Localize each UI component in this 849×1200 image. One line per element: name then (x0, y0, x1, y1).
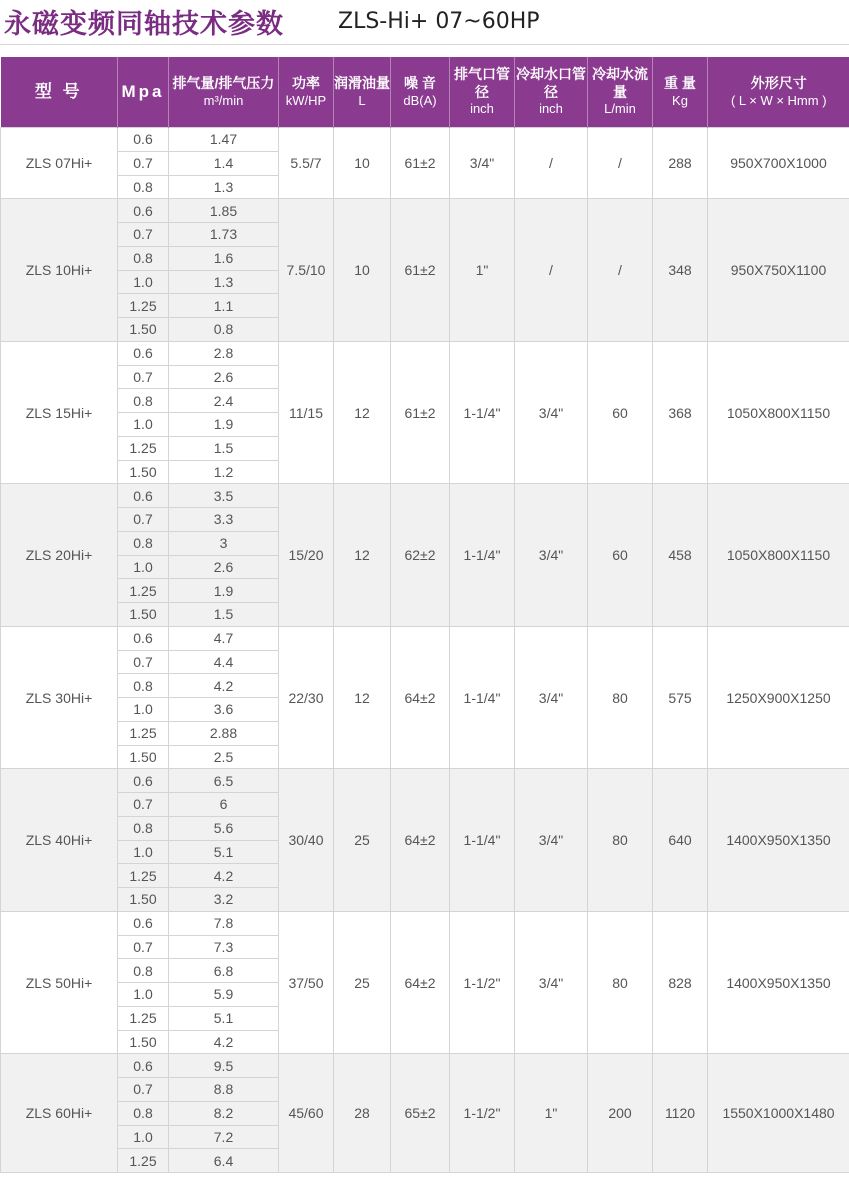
table-body (1, 128, 849, 1173)
column-header-flow (169, 57, 279, 128)
column-header-title: 冷却水流量 (592, 66, 648, 100)
air-flow-cell: 3 (169, 531, 279, 555)
air-flow-cell: 3.6 (169, 698, 279, 722)
air-flow-cell: 3.5 (169, 484, 279, 508)
outlet-cell: 1-1/2" (450, 911, 515, 1054)
pressure-cell: 0.8 (118, 674, 169, 698)
table-row (1, 626, 849, 650)
air-flow-cell: 8.2 (169, 1101, 279, 1125)
column-header-unit: ( L × W × Hmm ) (730, 92, 827, 108)
column-header-title: 冷却水口管径 (516, 66, 586, 100)
pressure-cell: 1.0 (118, 840, 169, 864)
pressure-cell: 1.50 (118, 603, 169, 627)
dimensions-cell: 1250X900X1250 (708, 626, 849, 769)
water-flow-cell: 60 (588, 484, 653, 627)
model-name-cell: ZLS 50Hi+ (1, 911, 118, 1054)
pressure-cell: 0.7 (118, 151, 169, 175)
oil-cell: 25 (334, 911, 391, 1054)
pressure-cell: 0.8 (118, 1101, 169, 1125)
air-flow-cell: 6 (169, 793, 279, 817)
pressure-cell: 1.0 (118, 555, 169, 579)
air-flow-cell: 2.6 (169, 365, 279, 389)
pressure-cell: 0.7 (118, 650, 169, 674)
air-flow-cell: 6.4 (169, 1149, 279, 1173)
pressure-cell: 1.0 (118, 413, 169, 437)
water-pipe-cell: 3/4" (515, 911, 588, 1054)
column-header-title: 排气量/排气压力 (172, 75, 275, 92)
water-pipe-cell: / (515, 128, 588, 199)
power-cell: 7.5/10 (279, 199, 334, 342)
page-title: 永磁变频同轴技术参数 (4, 9, 284, 40)
table-row (1, 769, 849, 793)
weight-cell: 1120 (653, 1054, 708, 1173)
pressure-cell: 0.7 (118, 793, 169, 817)
air-flow-cell: 1.4 (169, 151, 279, 175)
column-header-unit: kW/HP (285, 92, 327, 108)
air-flow-cell: 2.88 (169, 721, 279, 745)
table-row (1, 341, 849, 365)
pressure-cell: 0.8 (118, 389, 169, 413)
weight-cell: 640 (653, 769, 708, 912)
column-header-oil (334, 57, 391, 128)
oil-cell: 10 (334, 199, 391, 342)
air-flow-cell: 1.5 (169, 436, 279, 460)
outlet-cell: 1-1/4" (450, 769, 515, 912)
air-flow-cell: 1.2 (169, 460, 279, 484)
noise-cell: 61±2 (391, 128, 450, 199)
water-flow-cell: 80 (588, 769, 653, 912)
pressure-cell: 0.7 (118, 365, 169, 389)
pressure-cell: 0.8 (118, 959, 169, 983)
air-flow-cell: 0.8 (169, 318, 279, 342)
dimensions-cell: 1550X1000X1480 (708, 1054, 849, 1173)
power-cell: 22/30 (279, 626, 334, 769)
weight-cell: 575 (653, 626, 708, 769)
air-flow-cell: 5.9 (169, 983, 279, 1007)
air-flow-cell: 5.1 (169, 1006, 279, 1030)
oil-cell: 12 (334, 484, 391, 627)
air-flow-cell: 2.5 (169, 745, 279, 769)
pressure-cell: 1.50 (118, 745, 169, 769)
column-header-weight (653, 57, 708, 128)
pressure-cell: 1.25 (118, 436, 169, 460)
column-header-unit: m³/min (203, 92, 244, 108)
table-row (1, 199, 849, 223)
column-header-model (1, 57, 118, 128)
power-cell: 30/40 (279, 769, 334, 912)
pressure-cell: 0.6 (118, 1054, 169, 1078)
column-header-title: 排气口管径 (454, 66, 510, 100)
air-flow-cell: 1.85 (169, 199, 279, 223)
air-flow-cell: 5.1 (169, 840, 279, 864)
page-subtitle: ZLS-Hi+ 07~60HP (338, 9, 540, 34)
air-flow-cell: 1.3 (169, 270, 279, 294)
water-flow-cell: 80 (588, 911, 653, 1054)
outlet-cell: 1" (450, 199, 515, 342)
pressure-cell: 0.6 (118, 626, 169, 650)
water-pipe-cell: 3/4" (515, 341, 588, 484)
model-name-cell: ZLS 10Hi+ (1, 199, 118, 342)
pressure-cell: 0.8 (118, 816, 169, 840)
table-row (1, 1054, 849, 1078)
column-header-water_pipe (515, 57, 588, 128)
column-header-title: 重 量 (664, 75, 696, 92)
pressure-cell: 1.25 (118, 1006, 169, 1030)
air-flow-cell: 4.4 (169, 650, 279, 674)
column-header-title: 噪 音 (404, 75, 436, 92)
air-flow-cell: 7.2 (169, 1125, 279, 1149)
air-flow-cell: 1.3 (169, 175, 279, 199)
pressure-cell: 1.50 (118, 888, 169, 912)
water-flow-cell: 80 (588, 626, 653, 769)
noise-cell: 62±2 (391, 484, 450, 627)
air-flow-cell: 2.4 (169, 389, 279, 413)
column-header-unit: inch (539, 101, 563, 117)
page-header (0, 0, 849, 46)
water-flow-cell: 200 (588, 1054, 653, 1173)
table-row (1, 128, 849, 152)
oil-cell: 12 (334, 341, 391, 484)
noise-cell: 65±2 (391, 1054, 450, 1173)
water-pipe-cell: 1" (515, 1054, 588, 1173)
column-header-title: 型 号 (34, 82, 83, 102)
model-name-cell: ZLS 15Hi+ (1, 341, 118, 484)
dimensions-cell: 1050X800X1150 (708, 341, 849, 484)
table-row (1, 911, 849, 935)
air-flow-cell: 1.5 (169, 603, 279, 627)
pressure-cell: 1.25 (118, 579, 169, 603)
air-flow-cell: 9.5 (169, 1054, 279, 1078)
air-flow-cell: 4.2 (169, 674, 279, 698)
column-header-title: 润滑油量 (334, 75, 390, 92)
pressure-cell: 1.25 (118, 294, 169, 318)
air-flow-cell: 3.3 (169, 508, 279, 532)
column-header-title: 功率 (292, 75, 320, 92)
oil-cell: 12 (334, 626, 391, 769)
power-cell: 5.5/7 (279, 128, 334, 199)
pressure-cell: 0.8 (118, 246, 169, 270)
pressure-cell: 0.6 (118, 911, 169, 935)
air-flow-cell: 2.6 (169, 555, 279, 579)
pressure-cell: 1.0 (118, 698, 169, 722)
pressure-cell: 1.0 (118, 1125, 169, 1149)
column-header-power (279, 57, 334, 128)
model-name-cell: ZLS 20Hi+ (1, 484, 118, 627)
outlet-cell: 1-1/4" (450, 484, 515, 627)
model-name-cell: ZLS 07Hi+ (1, 128, 118, 199)
air-flow-cell: 4.2 (169, 864, 279, 888)
dimensions-cell: 950X750X1100 (708, 199, 849, 342)
table-row (1, 484, 849, 508)
water-pipe-cell: 3/4" (515, 626, 588, 769)
oil-cell: 25 (334, 769, 391, 912)
pressure-cell: 0.7 (118, 1078, 169, 1102)
air-flow-cell: 8.8 (169, 1078, 279, 1102)
column-header-unit: dB(A) (403, 92, 437, 108)
pressure-cell: 0.7 (118, 508, 169, 532)
air-flow-cell: 1.73 (169, 223, 279, 247)
column-header-water_flow (588, 57, 653, 128)
dimensions-cell: 1400X950X1350 (708, 911, 849, 1054)
air-flow-cell: 7.8 (169, 911, 279, 935)
pressure-cell: 0.6 (118, 128, 169, 152)
air-flow-cell: 4.2 (169, 1030, 279, 1054)
air-flow-cell: 7.3 (169, 935, 279, 959)
model-name-cell: ZLS 30Hi+ (1, 626, 118, 769)
power-cell: 45/60 (279, 1054, 334, 1173)
dimensions-cell: 1400X950X1350 (708, 769, 849, 912)
water-flow-cell: 60 (588, 341, 653, 484)
power-cell: 37/50 (279, 911, 334, 1054)
noise-cell: 64±2 (391, 769, 450, 912)
column-header-mpa (118, 57, 169, 128)
dimensions-cell: 950X700X1000 (708, 128, 849, 199)
air-flow-cell: 4.7 (169, 626, 279, 650)
model-name-cell: ZLS 60Hi+ (1, 1054, 118, 1173)
pressure-cell: 1.25 (118, 1149, 169, 1173)
weight-cell: 348 (653, 199, 708, 342)
pressure-cell: 1.50 (118, 1030, 169, 1054)
dimensions-cell: 1050X800X1150 (708, 484, 849, 627)
power-cell: 15/20 (279, 484, 334, 627)
outlet-cell: 1-1/4" (450, 626, 515, 769)
weight-cell: 288 (653, 128, 708, 199)
weight-cell: 368 (653, 341, 708, 484)
air-flow-cell: 1.1 (169, 294, 279, 318)
pressure-cell: 0.6 (118, 199, 169, 223)
air-flow-cell: 6.8 (169, 959, 279, 983)
pressure-cell: 1.50 (118, 318, 169, 342)
air-flow-cell: 1.9 (169, 579, 279, 603)
water-pipe-cell: 3/4" (515, 484, 588, 627)
water-flow-cell: / (588, 128, 653, 199)
oil-cell: 28 (334, 1054, 391, 1173)
spec-table (0, 57, 849, 1173)
noise-cell: 64±2 (391, 911, 450, 1054)
outlet-cell: 1-1/2" (450, 1054, 515, 1173)
water-pipe-cell: / (515, 199, 588, 342)
pressure-cell: 1.50 (118, 460, 169, 484)
pressure-cell: 0.6 (118, 341, 169, 365)
column-header-title: Mpa (121, 82, 165, 102)
air-flow-cell: 5.6 (169, 816, 279, 840)
pressure-cell: 0.8 (118, 175, 169, 199)
air-flow-cell: 6.5 (169, 769, 279, 793)
noise-cell: 64±2 (391, 626, 450, 769)
column-header-title: 外形尺寸 (750, 75, 807, 92)
column-header-unit: inch (470, 101, 494, 117)
column-header-unit: L/min (604, 101, 636, 117)
noise-cell: 61±2 (391, 199, 450, 342)
power-cell: 11/15 (279, 341, 334, 484)
pressure-cell: 0.7 (118, 223, 169, 247)
air-flow-cell: 1.47 (169, 128, 279, 152)
water-flow-cell: / (588, 199, 653, 342)
weight-cell: 458 (653, 484, 708, 627)
column-header-outlet (450, 57, 515, 128)
title-divider (0, 44, 849, 45)
weight-cell: 828 (653, 911, 708, 1054)
outlet-cell: 1-1/4" (450, 341, 515, 484)
pressure-cell: 1.25 (118, 721, 169, 745)
pressure-cell: 1.0 (118, 983, 169, 1007)
air-flow-cell: 1.9 (169, 413, 279, 437)
pressure-cell: 0.6 (118, 484, 169, 508)
column-header-dimensions (708, 57, 849, 128)
outlet-cell: 3/4" (450, 128, 515, 199)
pressure-cell: 1.0 (118, 270, 169, 294)
pressure-cell: 0.6 (118, 769, 169, 793)
model-name-cell: ZLS 40Hi+ (1, 769, 118, 912)
air-flow-cell: 3.2 (169, 888, 279, 912)
noise-cell: 61±2 (391, 341, 450, 484)
pressure-cell: 0.8 (118, 531, 169, 555)
column-header-unit: Kg (672, 92, 688, 108)
water-pipe-cell: 3/4" (515, 769, 588, 912)
air-flow-cell: 1.6 (169, 246, 279, 270)
oil-cell: 10 (334, 128, 391, 199)
pressure-cell: 1.25 (118, 864, 169, 888)
column-header-unit: L (358, 92, 366, 108)
table-header-row (1, 57, 849, 128)
column-header-noise (391, 57, 450, 128)
air-flow-cell: 2.8 (169, 341, 279, 365)
pressure-cell: 0.7 (118, 935, 169, 959)
